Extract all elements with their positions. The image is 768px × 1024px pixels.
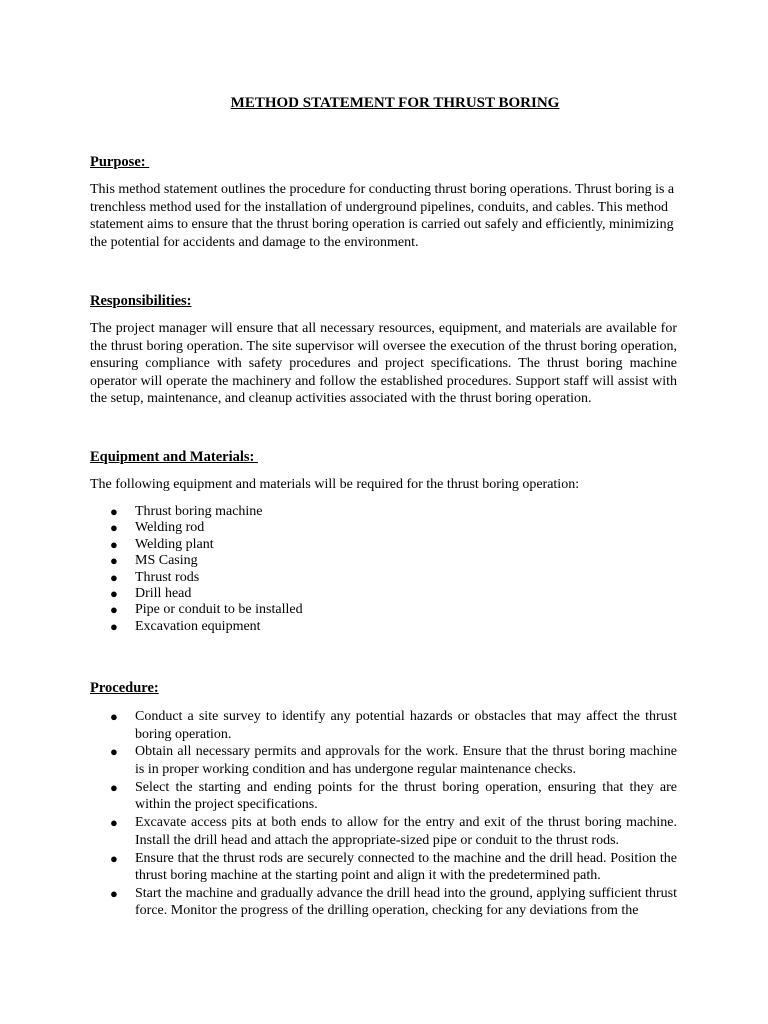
document-title: METHOD STATEMENT FOR THRUST BORING (230, 95, 560, 111)
procedure-step-text: Obtain all necessary permits and approvals for the work. Ensure that the thrust boring machine is in proper working condition and has undergone regular maintenance checks. (135, 744, 677, 777)
list-item-text: Thrust boring machine (135, 504, 263, 519)
equipment-list-item (90, 537, 680, 553)
bullet-icon: ● (110, 536, 118, 552)
equipment-list-item (90, 553, 680, 569)
procedure-step-text: Start the machine and gradually advance the drill head into the ground, applying sufficient thrust force. Monitor the progress of the drilling operation, checking for any deviations from the (135, 885, 677, 919)
procedure-step-text: Conduct a site survey to identify any potential hazards or obstacles that may affect the thrust boring operation. (135, 709, 677, 742)
bullet-icon: ● (110, 744, 118, 760)
bullet-icon: ● (110, 850, 118, 866)
bullet-icon: ● (110, 569, 118, 585)
procedure-step (90, 708, 677, 743)
list-item-text: MS Casing (135, 553, 198, 569)
list-item-text: Excavation equipment (135, 618, 261, 634)
bullet-icon: ● (110, 602, 118, 618)
bullet-icon: ● (110, 520, 118, 536)
procedure-list (90, 708, 677, 920)
bullet-icon: ● (110, 815, 118, 831)
procedure-step (90, 850, 677, 885)
equipment-list-item (90, 602, 680, 618)
procedure-step (90, 779, 677, 814)
equipment-list-item (90, 570, 680, 586)
procedure-heading: Procedure: (90, 680, 159, 696)
list-item-text: Pipe or conduit to be installed (135, 602, 303, 618)
bullet-icon: ● (110, 885, 118, 901)
procedure-step (90, 743, 677, 778)
equipment-heading: Equipment and Materials: (90, 449, 258, 465)
purpose-paragraph: This method statement outlines the procedure for conducting thrust boring operations. Thrust boring is a trenchless method used for the installation of underground pipelines, conduits, and cables. This method statement aims to ensure that the thrust boring operation is carried out safely and efficiently, minimizing the potential for accidents and damage to the environment. (90, 182, 675, 250)
responsibilities-heading: Responsibilities: (90, 293, 192, 309)
equipment-list-item (90, 586, 680, 602)
bullet-icon: ● (110, 779, 118, 795)
bullet-icon: ● (110, 553, 118, 569)
purpose-heading: Purpose: (90, 154, 150, 170)
list-item-text: Welding rod (135, 520, 205, 536)
bullet-icon: ● (110, 504, 118, 519)
procedure-step (90, 885, 677, 920)
list-item-text: Welding plant (135, 536, 214, 552)
list-item-text: Drill head (135, 586, 192, 602)
procedure-step-text: Excavate access pits at both ends to allow for the entry and exit of the thrust boring machine. Install the drill head and attach the appropriate-sized pipe or conduit to the thrust rods. (135, 815, 677, 848)
list-item-text: Thrust rods (135, 569, 200, 585)
equipment-list-item (90, 520, 680, 536)
bullet-icon: ● (110, 618, 118, 634)
responsibilities-paragraph: The project manager will ensure that all necessary resources, equipment, and materials are available for the thrust boring operation. The site supervisor will oversee the execution of the thrust boring operation, ensuring compliance with safety procedures and project specifications. The thrust boring machine operator will operate the machinery and follow the established procedures. Support staff will assist with the setup, maintenance, and cleanup activities associated with the thrust boring operation. (90, 321, 677, 407)
equipment-list-item (90, 619, 680, 635)
equipment-intro: The following equipment and materials will be required for the thrust boring operation: (90, 477, 580, 492)
procedure-step (90, 814, 677, 849)
equipment-list-item (90, 504, 680, 520)
procedure-step-text: Ensure that the thrust rods are securely connected to the machine and the drill head. Position the thrust boring machine at the starting point and align it with the predetermined path. (135, 850, 677, 884)
bullet-icon: ● (110, 586, 118, 602)
equipment-list (90, 504, 680, 635)
bullet-icon: ● (110, 709, 118, 724)
procedure-step-text: Select the starting and ending points for the thrust boring operation, ensuring that they are within the project specifications. (135, 779, 677, 813)
